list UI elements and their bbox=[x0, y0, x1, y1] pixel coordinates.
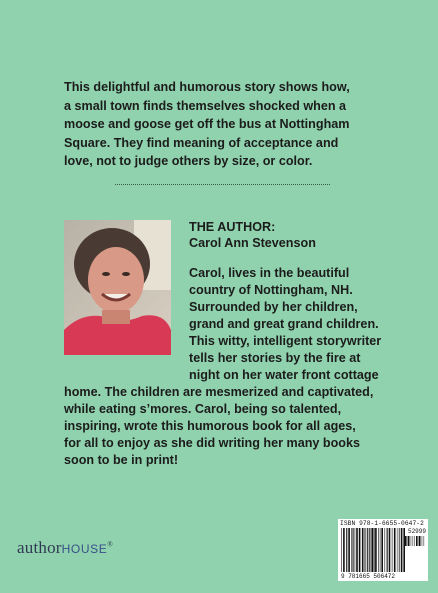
bio-line: Surrounded by her children, bbox=[189, 300, 358, 314]
registered-mark: ® bbox=[107, 540, 113, 549]
isbn-text bbox=[340, 520, 426, 527]
barcode-bar bbox=[389, 528, 391, 572]
bio-line: tells her stories by the fire at bbox=[189, 351, 361, 365]
barcode-bar bbox=[394, 528, 395, 572]
barcode-bar bbox=[401, 528, 403, 572]
bio-line: home. The children are mesmerized and captivated, bbox=[64, 385, 374, 399]
bio-line: while eating s’mores. Carol, being so talented, bbox=[64, 402, 342, 416]
barcode-bar bbox=[355, 528, 356, 572]
barcode-digits: 9 781665 506472 bbox=[341, 573, 396, 580]
barcode-bars bbox=[341, 528, 405, 572]
bio-line: grand and great grand children. bbox=[189, 317, 379, 331]
barcode-bar bbox=[375, 528, 377, 572]
isbn-number: ISBN 978-1-6655-0647-2 bbox=[340, 520, 424, 527]
barcode-bar bbox=[423, 536, 424, 546]
blurb-line: a small town finds themselves shocked when a bbox=[64, 98, 347, 113]
barcode-bar bbox=[412, 536, 413, 546]
blurb-line: This delightful and humorous story shows how, bbox=[64, 80, 350, 94]
barcode-bar bbox=[403, 528, 405, 572]
bio-line: inspiring, wrote this humorous book for all ages, bbox=[64, 419, 356, 433]
barcode-bar bbox=[380, 528, 381, 572]
barcode-bar bbox=[341, 528, 342, 572]
barcode-bar bbox=[351, 528, 352, 572]
bio-line: night on her water front cottage bbox=[189, 368, 379, 382]
barcode-bar bbox=[371, 528, 373, 572]
barcode-bar bbox=[346, 528, 347, 572]
author-photo bbox=[64, 220, 171, 355]
blurb-line: Square. They find meaning of acceptance and bbox=[64, 135, 339, 150]
barcode-bar bbox=[362, 528, 364, 572]
dotted-divider bbox=[115, 184, 330, 185]
barcode-bar bbox=[387, 528, 388, 572]
barcode-bar bbox=[374, 528, 375, 572]
barcode-bar bbox=[408, 536, 410, 546]
blurb-line: love, not to judge others by size, or color. bbox=[64, 154, 313, 168]
publisher-logo bbox=[17, 538, 113, 558]
barcode-bar bbox=[385, 528, 386, 572]
barcode-bar bbox=[381, 528, 383, 572]
barcode-bar bbox=[378, 528, 379, 572]
barcode-bar bbox=[366, 528, 367, 572]
barcode-bar bbox=[343, 528, 345, 572]
author-name: Carol Ann Stevenson bbox=[189, 236, 316, 250]
barcode-bar bbox=[414, 536, 415, 546]
bio-line: for all to enjoy as she did writing her many books bbox=[64, 436, 361, 450]
publisher-name-part1: author bbox=[17, 538, 62, 557]
barcode-bar bbox=[348, 528, 350, 572]
barcode-bar bbox=[365, 528, 366, 572]
bio-line: soon to be in print! bbox=[64, 453, 179, 467]
barcode-bar bbox=[356, 528, 358, 572]
publisher-name-part2: HOUSE bbox=[61, 542, 108, 556]
blurb-text bbox=[64, 78, 384, 171]
blurb-line: moose and goose get off the bus at Nottingham bbox=[64, 117, 350, 131]
barcode-bar bbox=[367, 528, 368, 572]
barcode-bar bbox=[353, 528, 354, 572]
barcode-bar bbox=[359, 528, 361, 572]
bio-line: country of Nottingham, NH. bbox=[189, 283, 353, 297]
barcode-bar bbox=[369, 528, 370, 572]
barcode-bar bbox=[396, 528, 397, 572]
barcode-bar bbox=[398, 528, 399, 572]
barcode-bar bbox=[419, 536, 421, 546]
barcode-bar bbox=[392, 528, 393, 572]
author-heading: THE AUTHOR: bbox=[189, 220, 276, 234]
barcode-bar bbox=[399, 528, 400, 572]
price-code: 52999 bbox=[407, 528, 426, 535]
bio-line: This witty, intelligent storywriter bbox=[189, 334, 382, 348]
barcode-bar bbox=[421, 536, 422, 546]
bio-line: Carol, lives in the beautiful bbox=[189, 266, 350, 280]
barcode bbox=[338, 519, 428, 581]
barcode-bar bbox=[416, 536, 418, 546]
barcode-bar bbox=[405, 536, 407, 546]
barcode-bar bbox=[410, 536, 411, 546]
price-barcode-bars bbox=[405, 536, 425, 546]
